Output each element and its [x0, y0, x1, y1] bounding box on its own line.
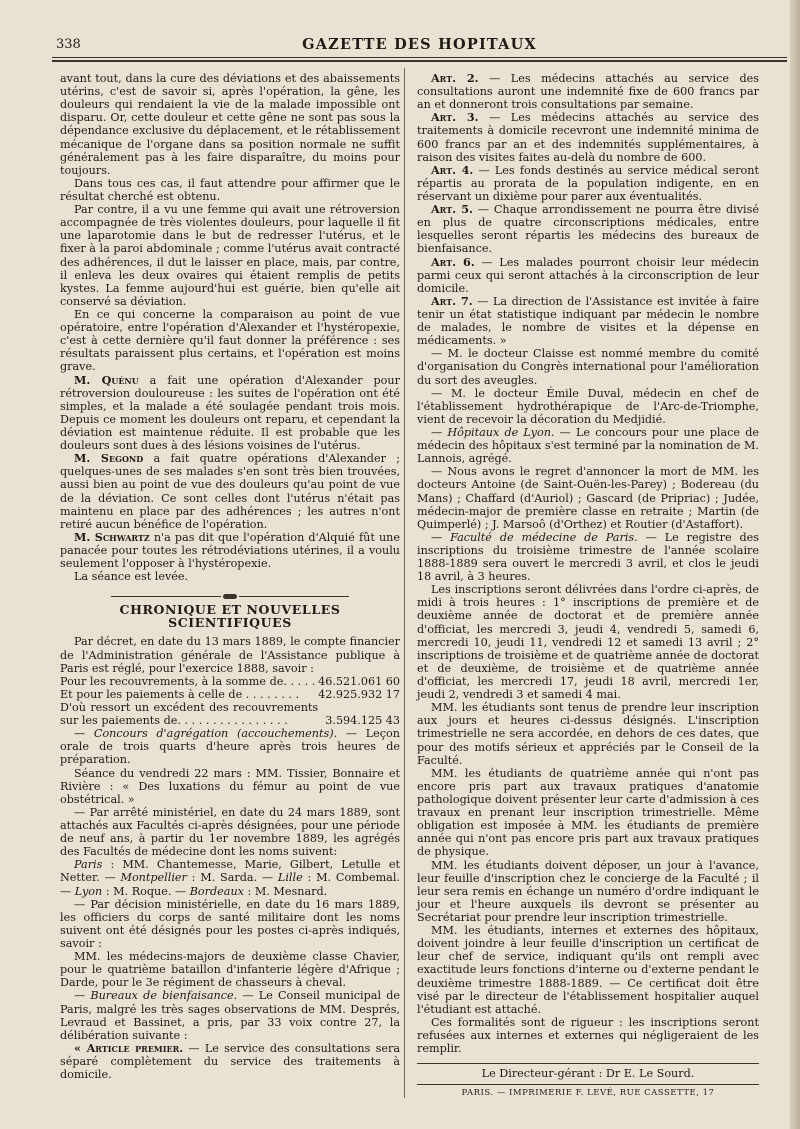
paragraph-text: — Les malades pourront choisir leur médecin parmi ceux qui seront attachés à la circonscription de leur domicile. [417, 255, 759, 295]
paragraph [417, 72, 759, 111]
table-cell: 42.925.932 17 [318, 687, 400, 701]
header-rule-thin [52, 57, 787, 58]
paragraph-text: — Chaque arrondissement ne pourra être divisé en plus de quatre circonscriptions médicales, entre lesquelles seront répartis les médecins des bureaux de bienfaisance. [417, 203, 759, 256]
city-name: Lille [277, 871, 303, 885]
paragraph: Par décret, en date du 13 mars 1889, le compte financier de l'Administration générale de l'Assistance publique à Paris est réglé, pour l'exercice 1888, savoir : [60, 635, 400, 675]
table-row [60, 701, 400, 727]
paragraph [417, 531, 759, 583]
item-label: — Faculté de médecine de Paris. [431, 530, 638, 544]
article-label: Art. 2. [431, 71, 479, 85]
paragraph [417, 203, 759, 255]
speaker-name: M. Segond [74, 451, 144, 466]
item-label: — Hôpitaux de Lyon. [431, 425, 555, 439]
paragraph-text: — La direction de l'Assistance est invitée à faire tenir un état statistique indiquant par médecin le nombre de malades, le nombre de visites et la dépense en médicaments. » [417, 294, 759, 348]
paragraph [417, 164, 759, 203]
city-name: Montpellier [120, 871, 187, 885]
paragraph: MM. les étudiants, internes et externes des hôpitaux, doivent joindre à leur feuille d'inscription un certificat de leur chef de service, indiquant qu'ils ont rempli avec exactitude leurs fonctions d'interne ou d'externe pendant le deuxième trimestre 1888-1889. — Ce certificat doit être visé par le directeur de l'établissement hospitalier auquel l'étudiant est attaché. [417, 924, 759, 1016]
table-cell: 3.594.125 43 [325, 714, 400, 728]
article-label: Art. 3. [431, 110, 479, 125]
financial-table [60, 675, 400, 727]
paragraph-text: a fait quatre opérations d'Alexander ; quelques-unes de ses malades s'en sont très bien trouvées, aussi bien au point de vue des douleurs qu'au point de vue de la déviation. Ce sont celles dont l'utérus n'était pas maintenu en place par des adhérences ; les autres n'ont retiré aucun bénéfice de l'opération. [60, 452, 400, 531]
page-edge [790, 0, 800, 1129]
paragraph-text: : M. Mesnard. [243, 884, 328, 898]
signature: Le Directeur-gérant : Dr E. Le Sourd. [417, 1063, 759, 1080]
table-cell: Et pour les paiements à celle de . . . . . . . . [60, 687, 300, 701]
table-cell: Pour les recouvrements, à la somme de. . . . . [60, 674, 316, 688]
paragraph: Ces formalités sont de rigueur : les inscriptions seront refusées aux internes et externes qui négligeraient de les remplir. [417, 1015, 759, 1056]
paragraph-text: — Les médecins attachés au service des traitements à domicile recevront une indemnité minima de 600 francs par an et des indemnités supplémentaires, à raison des visites faites au-delà du nombre de 600. [417, 111, 759, 164]
paragraph [60, 452, 400, 531]
paragraph: Dans tous ces cas, il faut attendre pour affirmer que le résultat cherché est obtenu. [60, 176, 400, 203]
article-label: Art. 4. [431, 162, 474, 177]
article-label: « Article premier. [74, 1040, 184, 1055]
table-row [60, 675, 400, 688]
printer-imprint: PARIS. — IMPRIMERIE F. LEVÉ, RUE CASSETTE, 17 [417, 1084, 759, 1100]
paragraph [417, 256, 759, 295]
left-column [60, 72, 400, 1081]
item-label: — Concours d'agrégation (accouchements). [74, 727, 338, 741]
table-cell: D'où ressort un excédent des recouvrements sur les paiements de. . . . . . . . . . . . . . . . [60, 701, 319, 728]
paragraph-text: — Le Conseil municipal de Paris, malgré les très sages observations de MM. Després, Levraud et Bassinet, a pris, par 33 voix contre 27, la délibération suivante : [60, 989, 401, 1042]
city-name: Lyon [74, 884, 103, 898]
paragraph-text: — Les fonds destinés au service médical seront répartis au prorata de la population indigente, en en réservant un dixième pour parer aux éventualités. [417, 163, 759, 203]
speaker-name: M. Schwartz [74, 529, 150, 544]
paragraph: La séance est levée. [74, 570, 189, 584]
paragraph: Par contre, il a vu une femme qui avait une rétroversion accompagnée de très violentes douleurs, pour laquelle il fit une laparotomie dans le but de redresser l'utérus, et le fixer à la paroi abdominale ; comme l'utérus avait contracté des adhérences, il dut le laisser en place, mais, par contre, il enleva les deux ovaires qui étaient remplis de petits kystes. La femme aujourd'hui est guérie, bien qu'elle ait conservé sa déviation. [60, 203, 400, 308]
paragraph: — Nous avons le regret d'annoncer la mort de MM. les docteurs Antoine (de Saint-Ouën-les-Parey) ; Bodereau (du Mans) ; Chaffard (d'Auriol) ; Gascard (de Pripriac) ; Judée, médecin-major de première classe en retraite ; Martin (de Quimperlé) ; J. Marsoô (d'Orthez) et Routier (d'Astaffort). [417, 465, 759, 531]
article-label: Art. 5. [431, 202, 473, 217]
paragraph: — M. le docteur Claisse est nommé membre du comité d'organisation du Congrès international pour l'amélioration du sort des aveugles. [417, 347, 759, 387]
paragraph: — Par décision ministérielle, en date du 16 mars 1889, les officiers du corps de santé militaire dont les noms suivent ont été désignés pour les postes ci-après indiqués, savoir : [60, 897, 400, 950]
header-rule-thick [52, 60, 787, 62]
paragraph: — Par arrêté ministériel, en date du 24 mars 1889, sont attachés aux Facultés ci-après désignées, pour une période de neuf ans, à partir du 1er novembre 1889, les agrégés des Facultés de médecine dont les noms suivent: [60, 805, 400, 859]
page-header [52, 34, 787, 56]
article-label: Art. 7. [431, 293, 473, 308]
paragraph: Séance du vendredi 22 mars : MM. Tissier, Bonnaire et Rivière : « Des luxations du fémur au point de vue obstétrical. » [60, 766, 400, 806]
section-title: CHRONIQUE ET NOUVELLES SCIENTIFIQUES [119, 602, 341, 631]
paragraph-text: a fait une opération d'Alexander pour rétroversion douloureuse : les suites de l'opération ont été simples, et la malade a été soulagée pendant trois mois. Depuis ce moment les douleurs ont reparu, et cependant la déviation est maintenue réduite. Il est probable que les douleurs sont dues à des lésions voisines de l'utérus. [60, 373, 400, 453]
paragraph-text: — Les médecins attachés au service des consultations auront une indemnité fixe de 600 francs par an et donneront trois consultations par semaine. [417, 72, 759, 112]
paragraph-text: — Le registre des inscriptions du troisième trimestre de l'année scolaire 1888-1889 sera ouvert le mercredi 3 avril, et clos le jeudi 18 avril, à 3 heures. [417, 530, 759, 584]
paragraph: MM. les étudiants sont tenus de prendre leur inscription aux jours et heures ci-dessus désignés. L'inscription trimestrielle ne sera accordée, en dehors de ces dates, que pour des motifs sérieux et appréciés par le Conseil de la Faculté. [417, 701, 759, 767]
city-name: Paris [74, 858, 103, 872]
page-number: 338 [56, 37, 81, 52]
right-column [417, 72, 759, 1100]
paragraph-text: : M. Roque. — [102, 884, 190, 898]
paragraph [417, 426, 759, 465]
paragraph [60, 989, 400, 1041]
speaker-name: M. Quénu [74, 372, 139, 387]
paragraph [417, 111, 759, 163]
paragraph-text: : M. Sarda. — [186, 871, 278, 885]
paragraph [60, 858, 400, 897]
column-divider [404, 68, 405, 1098]
journal-title: GAZETTE DES HOPITAUX [302, 36, 537, 53]
paragraph: avant tout, dans la cure des déviations et des abaissements utérins, c'est de savoir si, après l'opération, la gêne, les douleurs qui rendaient la vie de la malade impossible ont disparu. Or, cette douleur et cette gêne ne sont pas sous la dépendance exclusive du déplacement, et le rétablissement mécanique de l'organe dans sa position normale ne suffit généralement pas à les faire disparaître, du moins pour toujours. [60, 72, 400, 177]
paragraph-text: — Leçon orale de trois quarts d'heure après trois heures de préparation. [60, 727, 400, 767]
paragraph: MM. les médecins-majors de deuxième classe Chavier, pour le quatrième bataillon d'infanterie légère d'Afrique ; Darde, pour le 3e régiment de chasseurs à cheval. [60, 950, 400, 990]
table-cell: 46.521.061 60 [318, 674, 400, 688]
paragraph-text: n'a pas dit que l'opération d'Alquié fût une panacée pour toutes les rétrodéviations utérines, il a voulu seulement l'opposer à l'hystéropexie. [60, 530, 400, 571]
paragraph-text: — Le concours pour une place de médecin des hôpitaux s'est terminé par la nomination de M. Lannois, agrégé. [417, 425, 759, 466]
paragraph [417, 295, 759, 347]
item-label: — Bureaux de bienfaisance. [74, 989, 238, 1003]
table-row [60, 688, 400, 701]
paragraph: MM. les étudiants doivent déposer, un jour à l'avance, leur feuille d'inscription chez le concierge de la Faculté ; il leur sera remis en échange un numéro d'ordre indiquant le jour et l'heure auxquels ils devront se présenter au Secrétariat pour prendre leur inscription trimestrielle. [417, 858, 759, 924]
paragraph-text: : MM. Chantemesse, Marie, Gilbert, Letulle et Netter. — [60, 858, 400, 885]
paragraph [60, 374, 400, 453]
paragraph-text: — Le service des consultations sera séparé complètement du service des traitements à domicile. [60, 1041, 401, 1082]
paragraph [60, 1042, 400, 1081]
paragraph: MM. les étudiants de quatrième année qui n'ont pas encore pris part aux travaux pratiques d'anatomie pathologique doivent présenter leur carte d'admission à ces travaux en prenant leur inscription trimestrielle. Même obligation est imposée à MM. les étudiants de première année qui n'ont pas encore pris part aux travaux pratiques de physique. [417, 766, 759, 859]
paragraph [60, 531, 400, 570]
city-name: Bordeaux [189, 884, 244, 898]
paragraph: En ce qui concerne la comparaison au point de vue opératoire, entre l'opération d'Alexander et l'hystéropexie, c'est à cette dernière qu'il faut donner la préférence : ses résultats paraissent plus certains, et l'opération est moins grave. [60, 307, 400, 374]
paragraph: Les inscriptions seront délivrées dans l'ordre ci-après, de midi à trois heures : 1° inscriptions de première et de deuxième année de doctorat et de première année d'officiat, les mercredi 3, jeudi 4, vendredi 5, samedi 6, mercredi 10, jeudi 11, vendredi 12 et samedi 13 avril ; 2° inscriptions de troisième et de quatrième année de doctorat et de deuxième, de troisième et de quatrième année d'officiat, les mercredi 17, jeudi 18 avril, mercredi 1er, jeudi 2, vendredi 3 et samedi 4 mai. [417, 583, 759, 702]
paragraph: — M. le docteur Émile Duval, médecin en chef de l'établissement hydrothérapique de l'Arc-de-Triomphe, vient de recevoir la décoration du Medjidié. [417, 386, 759, 426]
section-separator [60, 589, 400, 597]
paragraph-text: : M. Combemal. — [60, 871, 400, 898]
article-label: Art. 6. [431, 254, 475, 269]
paragraph [60, 727, 400, 766]
